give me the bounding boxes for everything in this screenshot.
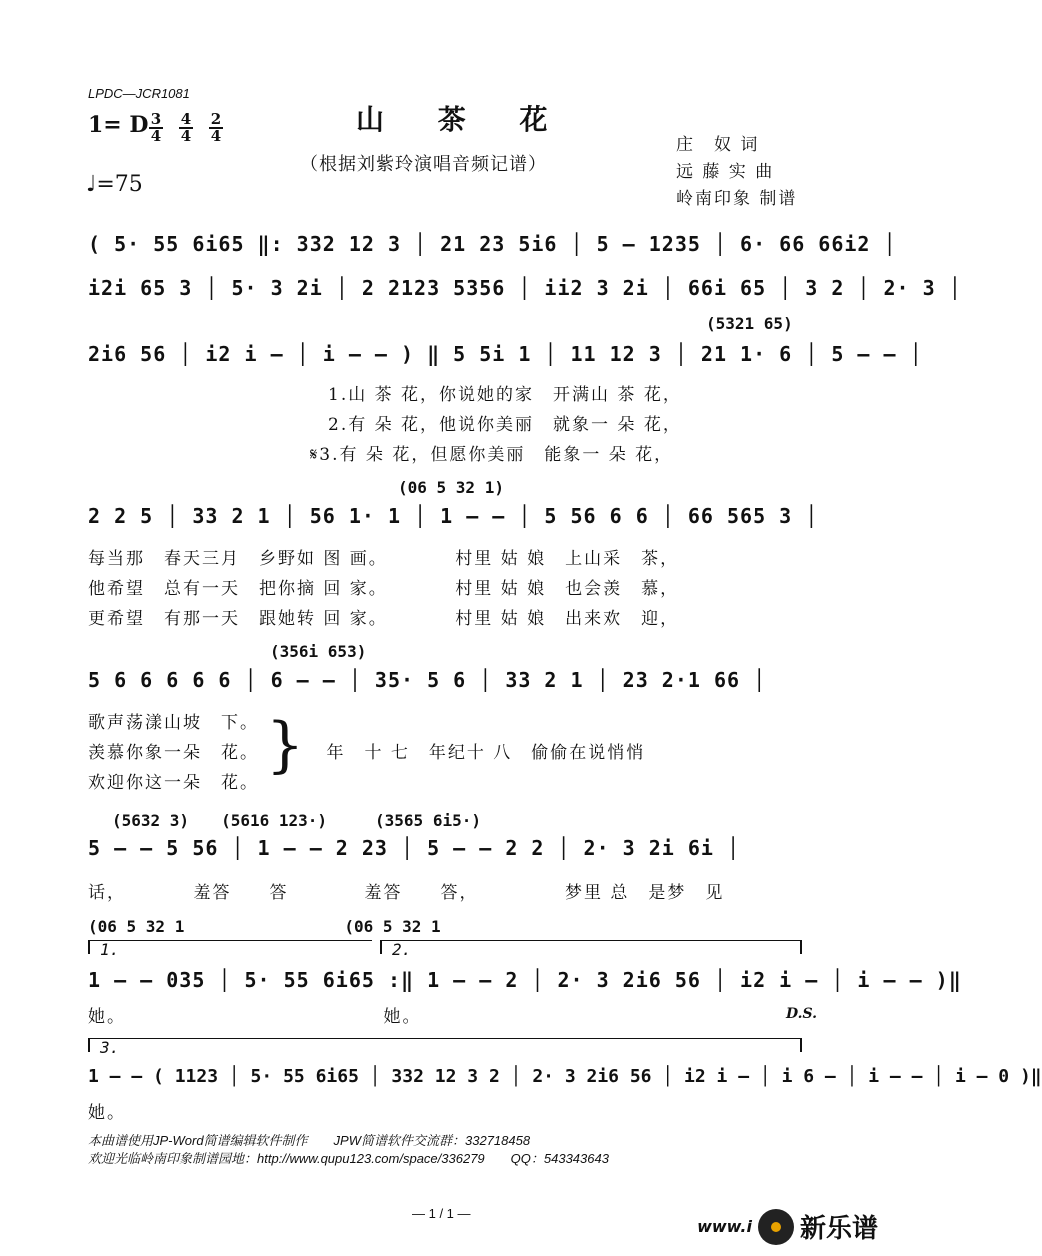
logo-name: 新乐谱: [799, 1214, 878, 1244]
score-row-4: 2 2 5 │ 33 2 1 │ 56 1· 1 │ 1 – – │ 5 56 6 6 │ 66 565 3 │: [88, 504, 819, 528]
lyric-verse-3: 𝄋3.有 朵 花，但愿你美丽 能象一 朵 花，: [310, 445, 674, 465]
lyric-verse-1: 1.山 茶 花，你说她的家 开满山 茶 花，: [328, 385, 682, 405]
volta-bracket-2: [380, 940, 800, 941]
key-signature: 1= D: [88, 112, 149, 138]
site-logo[interactable]: [697, 1208, 878, 1245]
lyric-row-4-verse-1: 每当那 春天三月 乡野如 图 画。 村里 姑 娘 上山采 茶，: [88, 549, 680, 569]
song-title: 山 茶 花: [356, 103, 570, 136]
verse-brace: }: [266, 710, 305, 780]
interlude-notes-row-4: (06 5 32 1): [398, 478, 504, 497]
footer-website-note: 欢迎光临岭南印象制谱园地：http://www.qupu123.com/space/336279 QQ：543343643: [88, 1151, 609, 1166]
composer-credit: 远 藤 实 曲: [676, 162, 775, 182]
meter-3-4: 3 4: [150, 110, 162, 145]
volta-bracket-1-start: [88, 940, 90, 954]
lyric-row-5-verse-2: 羡慕你象一朵 花。 年 十 七 年纪十 八 偷偷在说悄悄: [88, 743, 646, 763]
volta-bracket-2-end: [800, 940, 802, 954]
record-disc-icon: [758, 1209, 794, 1245]
interlude-notes-row-6: (5632 3) (5616 123·) (3565 6i5·): [112, 811, 481, 830]
meter-4-4: 4 4: [180, 110, 192, 145]
volta-bracket-1: [88, 940, 372, 941]
lyric-row-5-verse-1: 歌声荡漾山坡 下。: [88, 713, 259, 733]
score-code: LPDC—JCR1081: [88, 86, 190, 101]
meter-2-4: 2 4: [210, 110, 222, 145]
lyric-row-6: 话， 羞答 答 羞答 答， 梦里 总 是梦 见: [88, 883, 725, 903]
lyric-row-5-verse-3: 欢迎你这一朵 花。: [88, 773, 259, 793]
score-row-1: ( 5· 55 6i65 ‖: 332 12 3 │ 21 23 5i6 │ 5 – 1235 │ 6· 66 66i2 │: [88, 232, 897, 256]
lyricist-credit: 庄 奴 词: [676, 135, 760, 155]
page-number: — 1 / 1 —: [412, 1206, 471, 1221]
logo-url: www.i: [697, 1217, 752, 1236]
tempo-marking: ♩=75: [86, 172, 143, 197]
dal-segno-marking: D.S.: [786, 1006, 818, 1022]
interlude-notes-row-3: (5321 65): [706, 314, 793, 333]
score-row-2: i2i 65 3 │ 5· 3 2i │ 2 2123 5356 │ ii2 3 2i │ 66i 65 │ 3 2 │ 2· 3 │: [88, 276, 962, 300]
lyric-row-7: 她。 她。: [88, 1007, 422, 1027]
volta-bracket-2-start: [380, 940, 382, 954]
score-row-3: 2i6 56 │ i2 i – │ i – – ) ‖ 5 5i 1 │ 11 12 3 │ 21 1· 6 │ 5 – – │: [88, 342, 923, 366]
volta-3-label: 3.: [100, 1038, 120, 1057]
volta-1-label: 1.: [100, 940, 120, 959]
lyric-row-4-verse-2: 他希望 总有一天 把你摘 回 家。 村里 姑 娘 也会羡 慕，: [88, 579, 680, 599]
lyric-row-8: 她。: [88, 1103, 126, 1123]
volta-bracket-3: [88, 1038, 800, 1039]
interlude-notes-row-5: (356i 653): [270, 642, 367, 661]
arranger-credit: 岭南印象 制谱: [676, 189, 798, 209]
score-row-7: 1 – – 035 │ 5· 55 6i65 :‖ 1 – – 2 │ 2· 3 2i6 56 │ i2 i – │ i – – )‖: [88, 968, 962, 992]
volta-2-label: 2.: [392, 940, 412, 959]
interlude-notes-row-7: (06 5 32 1 (06 5 32 1: [88, 917, 441, 936]
footer-software-note: 本曲谱使用JP-Word简谱编辑软件制作 JPW简谱软件交流群：332718458: [88, 1133, 531, 1148]
lyric-verse-2: 2.有 朵 花，他说你美丽 就象一 朵 花，: [328, 415, 682, 435]
song-subtitle: （根据刘紫玲演唱音频记谱）: [300, 154, 547, 175]
score-row-8: 1 – – ( 1123 │ 5· 55 6i65 │ 332 12 3 2 │ 2· 3 2i6 56 │ i2 i – │ i 6 – │ i – – │ i – 0 )‖: [88, 1066, 1042, 1087]
lyric-row-4-verse-3: 更希望 有那一天 跟她转 回 家。 村里 姑 娘 出来欢 迎，: [88, 609, 680, 629]
volta-bracket-3-end: [800, 1038, 802, 1052]
score-row-5: 5 6 6 6 6 6 │ 6 – – │ 35· 5 6 │ 33 2 1 │ 23 2·1 66 │: [88, 668, 767, 692]
volta-bracket-3-start: [88, 1038, 90, 1052]
score-row-6: 5 – – 5 56 │ 1 – – 2 23 │ 5 – – 2 2 │ 2· 3 2i 6i │: [88, 836, 741, 860]
